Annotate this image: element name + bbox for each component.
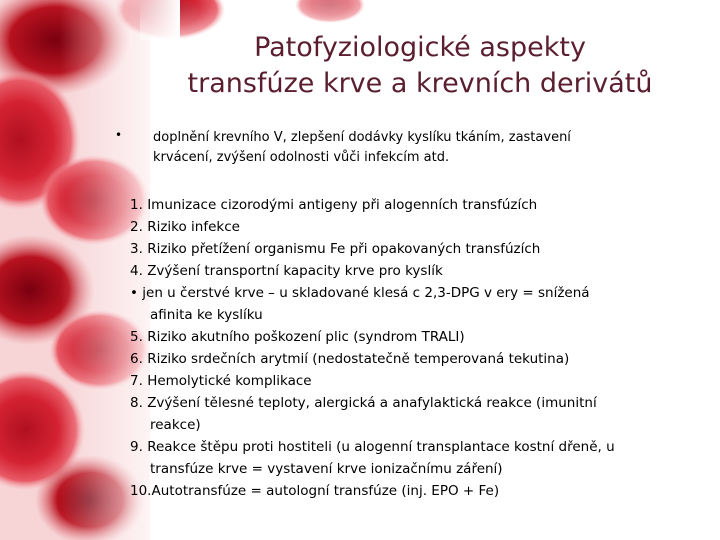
list-item-label: 3. [130,241,143,257]
intro-line-1: doplnění krevního V, zlepšení dodávky kyslíku tkáním, zastavení [153,130,571,145]
list-item-text: Riziko infekce [147,219,240,235]
list-item-label: 5. [130,329,143,345]
list-item [130,282,690,326]
numbered-list [130,194,690,502]
list-item-text: Reakce štěpu proti hostiteli (u alogenní transplantace kostní dřeně, u [147,439,615,455]
list-item-label: 10. [130,483,152,499]
intro-text [153,128,675,168]
list-item [130,370,690,392]
slide-title [140,30,700,102]
list-item [130,216,690,238]
intro-line-2: krvácení, zvýšení odolnosti vůči infekcím atd. [153,150,450,165]
list-item-label: 7. [130,373,143,389]
list-item-text: Riziko přetížení organismu Fe při opakovaných transfúzích [147,241,541,257]
list-item-text: Zvýšení transportní kapacity krve pro kyslík [147,263,443,279]
list-item-label: 6. [130,351,143,367]
list-item-text: Riziko srdečních arytmií (nedostatečně temperovaná tekutina) [147,351,570,367]
list-item-label: 9. [130,439,143,455]
list-item [130,326,690,348]
list-item-text: Zvýšení tělesné teploty, alergická a anafylaktická reakce (imunitní [147,395,597,411]
list-item-label: • [130,285,138,301]
list-item-text: Autotransfúze = autologní transfúze (inj. EPO + Fe) [151,483,500,499]
list-item-label: 4. [130,263,143,279]
list-item [130,238,690,260]
list-item [130,392,690,436]
list-item [130,194,690,216]
list-item-text: Hemolytické komplikace [147,373,312,389]
list-item [130,260,690,282]
list-item-label: 8. [130,395,143,411]
list-item [130,348,690,370]
list-item-text: jen u čerstvé krve – u skladované klesá c 2,3-DPG v ery = snížená [142,285,590,301]
list-item-text: Imunizace cizorodými antigeny při alogenních transfúzích [147,197,538,213]
bullet-marker: • [115,128,123,142]
list-item-text: Riziko akutního poškození plic (syndrom TRALI) [147,329,465,345]
list-item-continuation: afinita ke kyslíku [150,307,263,323]
list-item-continuation: reakce) [150,417,201,433]
list-item-label: 2. [130,219,143,235]
list-item [130,436,690,480]
list-item [130,480,690,502]
title-line-2: transfúze krve a krevních derivátů [187,68,653,99]
intro-bullet [115,128,675,168]
list-item-continuation: transfúze krve = vystavení krve ionizačnímu záření) [150,461,503,477]
title-line-1: Patofyziologické aspekty [254,32,586,63]
list-item-label: 1. [130,197,143,213]
